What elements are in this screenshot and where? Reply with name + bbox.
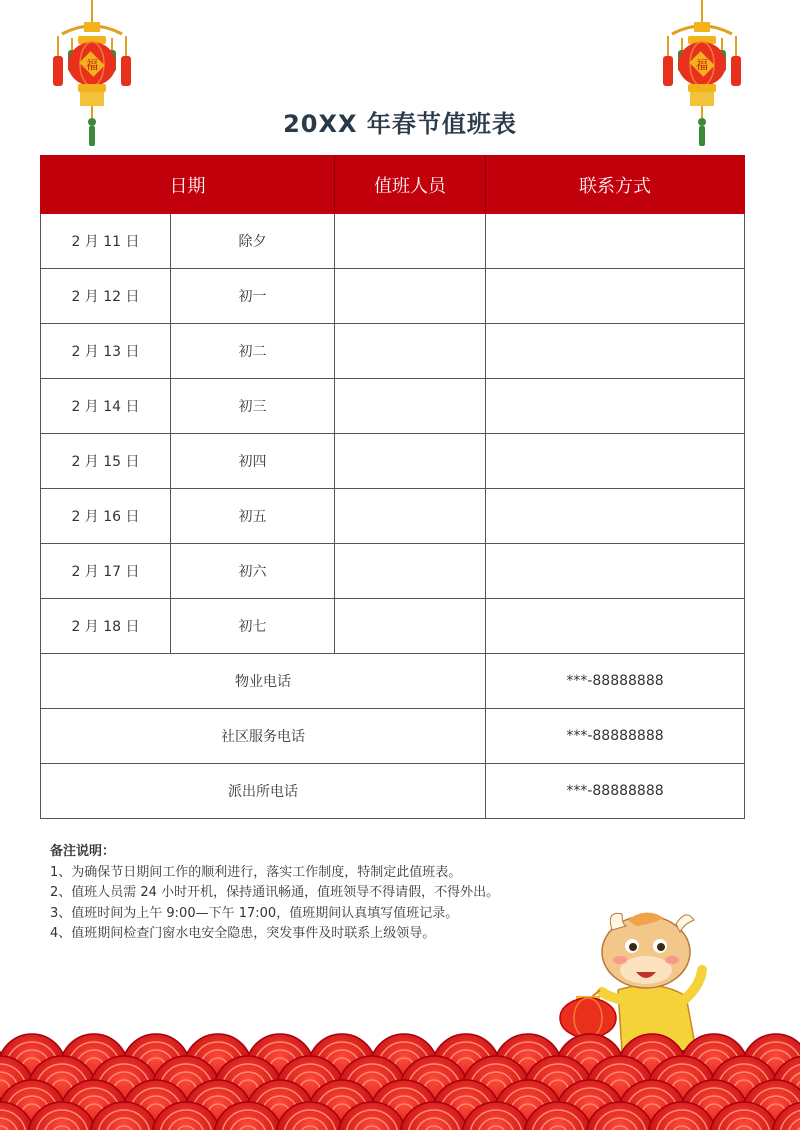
row-day: 初四 <box>171 434 335 489</box>
row-day: 初七 <box>171 599 335 654</box>
phone-number: ***-88888888 <box>486 709 745 764</box>
table-row <box>41 434 745 489</box>
row-staff-cell[interactable] <box>335 214 486 269</box>
phone-number: ***-88888888 <box>486 764 745 819</box>
row-date: 2 月 12 日 <box>41 269 171 324</box>
row-staff-cell[interactable] <box>335 489 486 544</box>
row-contact-cell[interactable] <box>486 489 745 544</box>
row-contact-cell[interactable] <box>486 599 745 654</box>
row-day: 初二 <box>171 324 335 379</box>
row-staff-cell[interactable] <box>335 599 486 654</box>
row-day: 初六 <box>171 544 335 599</box>
row-contact-cell[interactable] <box>486 269 745 324</box>
table-row <box>41 324 745 379</box>
lantern-character: 福 <box>695 58 709 72</box>
phone-row <box>41 654 745 709</box>
row-staff-cell[interactable] <box>335 324 486 379</box>
row-contact-cell[interactable] <box>486 324 745 379</box>
header-contact: 联系方式 <box>486 156 745 214</box>
row-date: 2 月 18 日 <box>41 599 171 654</box>
page-title: 20XX 年春节值班表 <box>283 110 517 138</box>
table-header-row <box>41 156 745 214</box>
row-day: 除夕 <box>171 214 335 269</box>
wave-pattern-decoration <box>0 1010 800 1130</box>
row-contact-cell[interactable] <box>486 434 745 489</box>
row-date: 2 月 11 日 <box>41 214 171 269</box>
row-staff-cell[interactable] <box>335 434 486 489</box>
phone-row <box>41 709 745 764</box>
row-date: 2 月 16 日 <box>41 489 171 544</box>
header-staff: 值班人员 <box>335 156 486 214</box>
row-date: 2 月 14 日 <box>41 379 171 434</box>
table-row <box>41 379 745 434</box>
phone-label: 派出所电话 <box>41 764 486 819</box>
note-item: 4、值班期间检查门窗水电安全隐患，突发事件及时联系上级领导。 <box>50 926 436 941</box>
phone-label: 物业电话 <box>41 654 486 709</box>
lantern-character: 福 <box>85 58 99 72</box>
row-staff-cell[interactable] <box>335 544 486 599</box>
row-date: 2 月 15 日 <box>41 434 171 489</box>
notes-section <box>50 842 610 945</box>
row-date: 2 月 17 日 <box>41 544 171 599</box>
row-staff-cell[interactable] <box>335 379 486 434</box>
table-row <box>41 599 745 654</box>
row-contact-cell[interactable] <box>486 379 745 434</box>
phone-number: ***-88888888 <box>486 654 745 709</box>
row-day: 初三 <box>171 379 335 434</box>
row-day: 初一 <box>171 269 335 324</box>
phone-row <box>41 764 745 819</box>
duty-schedule-table <box>40 155 745 819</box>
notes-title: 备注说明： <box>50 844 116 859</box>
phone-label: 社区服务电话 <box>41 709 486 764</box>
note-item: 2、值班人员需 24 小时开机，保持通讯畅通，值班领导不得请假，不得外出。 <box>50 885 500 900</box>
row-contact-cell[interactable] <box>486 544 745 599</box>
row-date: 2 月 13 日 <box>41 324 171 379</box>
table-row <box>41 269 745 324</box>
row-staff-cell[interactable] <box>335 269 486 324</box>
table-row <box>41 489 745 544</box>
header-date: 日期 <box>41 156 335 214</box>
note-item: 1、为确保节日期间工作的顺利进行，落实工作制度，特制定此值班表。 <box>50 864 462 880</box>
table-row <box>41 544 745 599</box>
table-row <box>41 214 745 269</box>
row-contact-cell[interactable] <box>486 214 745 269</box>
row-day: 初五 <box>171 489 335 544</box>
note-item: 3、值班时间为上午 9:00—下午 17:00，值班期间认真填写值班记录。 <box>50 905 459 921</box>
